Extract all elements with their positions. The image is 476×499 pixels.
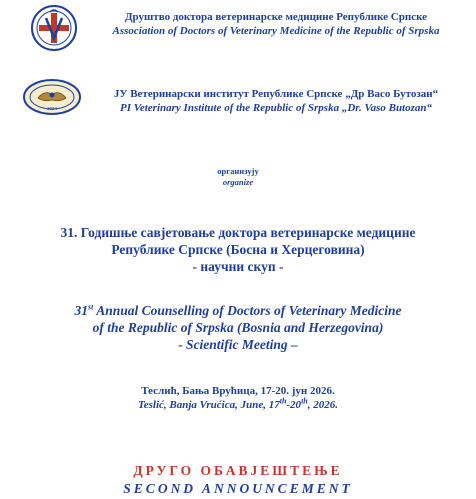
association-name-cyrillic: Друштво доктора ветеринарске медицине Републике Српске [124,11,428,23]
association-logo [28,4,80,52]
organize-cyrillic: организују [217,166,259,176]
event-title-latin-line2: of the Republic of Srpska (Bosnia and Herzegovina) [92,320,384,335]
event-title-cyrillic-line3: - научни скуп - [192,259,284,274]
announcement-cyrillic: ДРУГО ОБАВЈЕШТЕЊЕ [133,463,343,478]
date-lat-year: , 2026. [307,399,338,411]
date-lat-sup2: th [301,396,308,406]
institute-name-cyrillic: ЈУ Ветеринарски институт Републике Српске „Др Васо Бутозан“ [113,88,439,100]
announcement-latin: SECOND ANNOUNCEMENT [123,481,353,496]
institute-logo [22,78,82,116]
event-title-latin-line1-text: Annual Counselling of Doctors of Veterinary Medicine [93,303,402,318]
institute-name [96,87,456,115]
event-title-latin [10,302,466,353]
organize-latin: organize [222,177,254,187]
event-title-cyrillic-line2: Републике Српске (Босна и Херцеговина) [111,242,365,257]
event-title-cyrillic-line1: 31. Годишње савјетовање доктора ветеринарске медицине [60,225,416,240]
date-lat-sup1: th [279,396,287,406]
organize-label [0,166,476,188]
date-lat-range: -20 [286,399,302,411]
institute-name-latin: PI Veterinary Institute of the Republic of Srpska „Dr. Vaso Butozan“ [119,102,433,114]
event-title-latin-line1 [10,302,466,319]
event-number: 31 [74,303,88,318]
event-title-cyrillic [10,224,466,275]
date-lat-start: Teslić, Banja Vrućica, June, 17 [138,399,280,411]
event-date-latin [0,398,476,412]
association-name [96,10,456,38]
institute-logo-year: 1924 [46,106,58,111]
event-date-cyrillic: Теслић, Бања Врућица, 17-20. јун 2026. [141,385,335,397]
event-title-latin-line3: - Scientific Meeting – [178,337,298,352]
event-number-suffix: st [87,302,94,312]
association-name-latin: Association of Doctors of Veterinary Medicine of the Republic of Srpska [112,25,440,37]
